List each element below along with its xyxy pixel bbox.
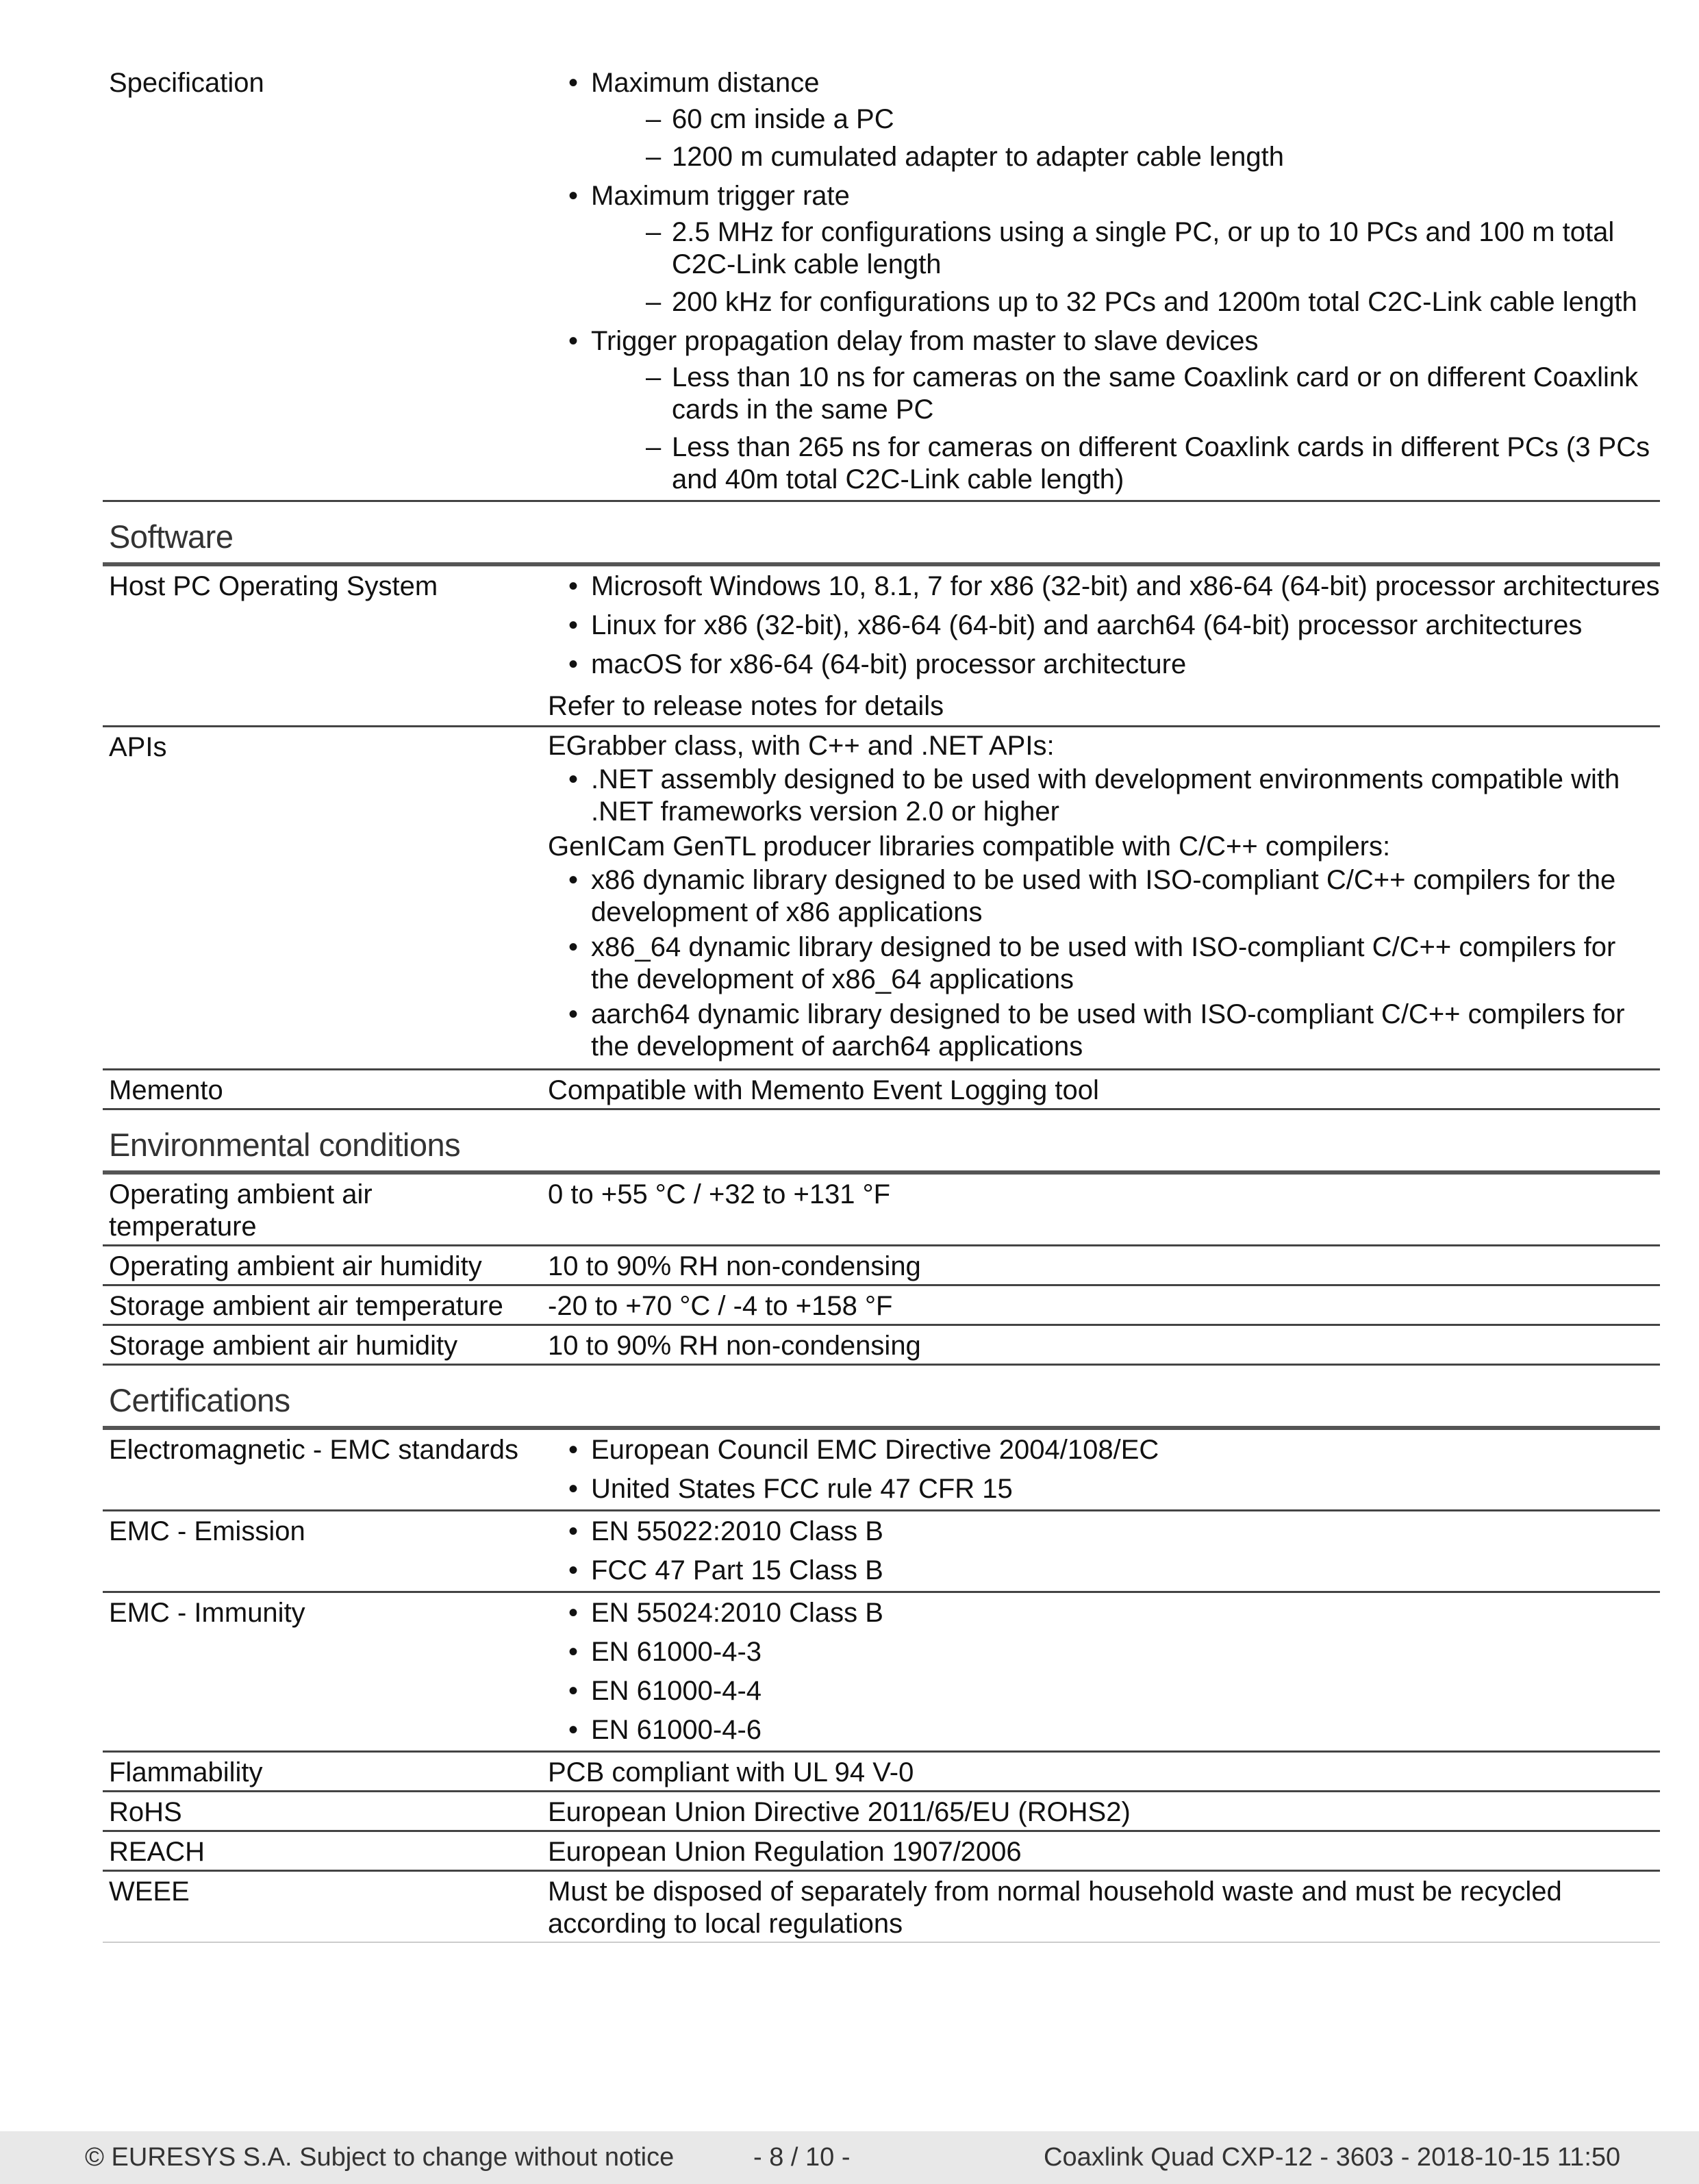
bullet-item: • x86_64 dynamic library designed to be used with ISO-compliant C/C++ compilers for the development of x86_64 applications — [548, 931, 1660, 996]
footer-doc-id: Coaxlink Quad CXP-12 - 3603 - 2018-10-15 11:50 — [1044, 2143, 1621, 2172]
bullet-item: • Linux for x86 (32-bit), x86-64 (64-bit) and aarch64 (64-bit) processor architectures — [548, 610, 1660, 642]
bullet-item: • European Council EMC Directive 2004/108/EC — [548, 1434, 1660, 1466]
memento-value: Compatible with Memento Event Logging tool — [548, 1075, 1099, 1105]
dash-item: – 60 cm inside a PC — [591, 103, 1660, 136]
host-os-row — [103, 566, 1660, 727]
env-row — [103, 1175, 1660, 1246]
env-row — [103, 1246, 1660, 1286]
cert-value: European Union Regulation 1907/2006 — [548, 1837, 1022, 1867]
cert-row — [103, 1753, 1660, 1792]
bullet-item: • .NET assembly designed to be used with development environments compatible with .NET frameworks version 2.0 or higher — [548, 764, 1660, 828]
bullet-item: • United States FCC rule 47 CFR 15 — [548, 1473, 1660, 1505]
apis-value — [548, 727, 1660, 1068]
env-row — [103, 1286, 1660, 1326]
bullet-item: • Microsoft Windows 10, 8.1, 7 for x86 (32-bit) and x86-64 (64-bit) processor architectures — [548, 570, 1660, 603]
bullet-item: • Trigger propagation delay from master to slave devices – Less than 10 ns for cameras on the same Coaxlink card or on different Coaxlink cards in the same PC – Less than 265 ns for cameras on different Coaxlink cards in different PCs (3 PCs and 40m total C2C-Link cable length) — [548, 325, 1660, 496]
cert-value — [548, 1511, 1660, 1591]
bullet-item: • EN 61000-4-6 — [548, 1714, 1660, 1746]
env-label: Operating ambient air temperature — [109, 1179, 373, 1242]
bullet-item: • EN 55024:2010 Class B — [548, 1597, 1660, 1629]
env-row — [103, 1326, 1660, 1366]
apis-intro: EGrabber class, with C++ and .NET APIs: — [548, 731, 1055, 761]
cert-row — [103, 1430, 1660, 1511]
host-os-label: Host PC Operating System — [109, 571, 438, 601]
env-label: Operating ambient air humidity — [109, 1251, 482, 1281]
bullet-item: • x86 dynamic library designed to be used with ISO-compliant C/C++ compilers for the development of x86 applications — [548, 864, 1660, 929]
env-label: Storage ambient air humidity — [109, 1331, 458, 1361]
bullet-item: • aarch64 dynamic library designed to be used with ISO-compliant C/C++ compilers for the development of aarch64 applications — [548, 999, 1660, 1063]
cert-row — [103, 1872, 1660, 1943]
bullet-item: • EN 61000-4-4 — [548, 1675, 1660, 1707]
bullet-item: • Maximum trigger rate – 2.5 MHz for configurations using a single PC, or up to 10 PCs and 100 m total C2C-Link cable length – 200 kHz for configurations up to 32 PCs and 1200m total C2C-Link cable length — [548, 180, 1660, 318]
host-os-value — [548, 566, 1660, 725]
bullet-item: • Maximum distance – 60 cm inside a PC – 1200 m cumulated adapter to adapter cable length — [548, 67, 1660, 173]
spec-label: Specification — [109, 68, 264, 98]
page-footer — [0, 2131, 1699, 2184]
host-os-note: Refer to release notes for details — [548, 691, 944, 721]
env-value: 10 to 90% RH non-condensing — [548, 1331, 921, 1361]
cert-value: European Union Directive 2011/65/EU (ROHS2) — [548, 1797, 1131, 1827]
bullet-item: • macOS for x86-64 (64-bit) processor architecture — [548, 649, 1660, 681]
dash-item: – 1200 m cumulated adapter to adapter cable length — [591, 141, 1660, 173]
cert-label: Flammability — [109, 1757, 263, 1787]
spec-table — [103, 63, 1660, 1943]
cert-value — [548, 1430, 1660, 1509]
env-value: 0 to +55 °C / +32 to +131 °F — [548, 1179, 891, 1209]
apis-label: APIs — [109, 732, 167, 762]
cert-row — [103, 1511, 1660, 1593]
dash-item: – 2.5 MHz for configurations using a single PC, or up to 10 PCs and 100 m total C2C-Link cable length — [591, 216, 1660, 281]
cert-value — [548, 1593, 1660, 1750]
bullet-item: • EN 55022:2010 Class B — [548, 1516, 1660, 1548]
env-value: -20 to +70 °C / -4 to +158 °F — [548, 1291, 893, 1321]
cert-value: Must be disposed of separately from normal household waste and must be recycled according to local regulations — [548, 1877, 1562, 1939]
cert-row — [103, 1792, 1660, 1832]
dash-item: – 200 kHz for configurations up to 32 PCs and 1200m total C2C-Link cable length — [591, 286, 1660, 318]
bullet-item: • EN 61000-4-3 — [548, 1636, 1660, 1668]
dash-item: – Less than 10 ns for cameras on the same Coaxlink card or on different Coaxlink cards in the same PC — [591, 362, 1660, 426]
apis-row — [103, 727, 1660, 1070]
footer-page-number: - 8 / 10 - — [753, 2143, 851, 2172]
cert-label: EMC - Emission — [109, 1516, 305, 1546]
cert-label: WEEE — [109, 1877, 190, 1907]
spec-row — [103, 63, 1660, 502]
cert-value: PCB compliant with UL 94 V-0 — [548, 1757, 914, 1787]
section-heading-software: Software — [103, 502, 1660, 566]
section-heading-certifications: Certifications — [103, 1366, 1660, 1430]
section-heading-environmental: Environmental conditions — [103, 1110, 1660, 1175]
cert-row — [103, 1832, 1660, 1872]
footer-copyright: © EURESYS S.A. Subject to change without notice — [85, 2143, 675, 2172]
cert-label: Electromagnetic - EMC standards — [109, 1435, 519, 1465]
apis-intro: GenICam GenTL producer libraries compatible with C/C++ compilers: — [548, 831, 1391, 862]
memento-row — [103, 1070, 1660, 1110]
bullet-item: • FCC 47 Part 15 Class B — [548, 1555, 1660, 1587]
cert-label: EMC - Immunity — [109, 1598, 305, 1628]
cert-row — [103, 1593, 1660, 1753]
env-label: Storage ambient air temperature — [109, 1291, 503, 1321]
env-value: 10 to 90% RH non-condensing — [548, 1251, 921, 1281]
dash-item: – Less than 265 ns for cameras on different Coaxlink cards in different PCs (3 PCs and 40m total C2C-Link cable length) — [591, 431, 1660, 496]
memento-label: Memento — [109, 1075, 223, 1105]
cert-label: REACH — [109, 1837, 205, 1867]
cert-label: RoHS — [109, 1797, 182, 1827]
spec-value — [548, 63, 1660, 500]
